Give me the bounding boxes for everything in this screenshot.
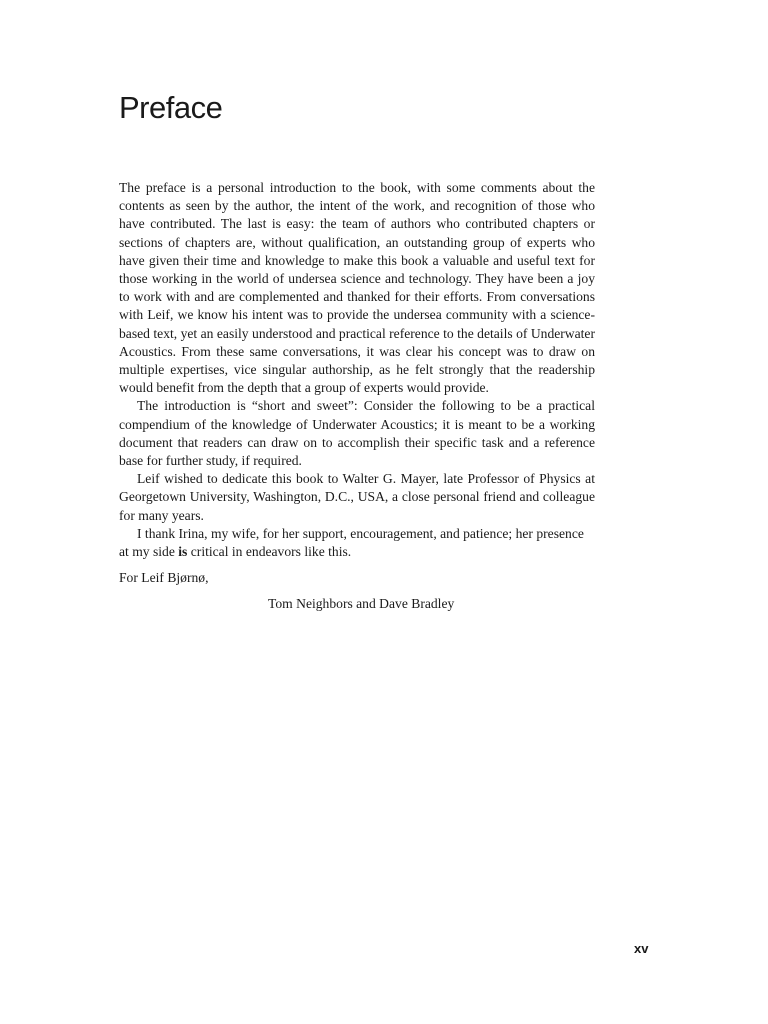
paragraph-4-emphasis: is [178, 544, 188, 560]
signature: Tom Neighbors and Dave Bradley [268, 596, 455, 612]
preface-body [119, 179, 595, 614]
paragraph-4-start: I thank Irina, my wife, for her support, encouragement, and patience; her presence at my side [119, 525, 584, 560]
paragraph-3: Leif wished to dedicate this book to Walter G. Mayer, late Professor of Physics at Georgetown University, Washington, D.C., USA, a close personal friend and colleague for many years. [119, 471, 595, 523]
paragraph-2: The introduction is “short and sweet”: Consider the following to be a practical compendium of the knowledge of Underwater Acoustics; it is meant to be a working document that readers can draw on to accomplish their specific task and a reference base for further study, if required. [119, 398, 595, 469]
page-number: xv [634, 941, 649, 956]
page-title: Preface [119, 90, 223, 125]
paragraph-4 [119, 525, 595, 561]
paragraph-4-end: critical in endeavors like this. [187, 544, 352, 560]
paragraph-1: The preface is a personal introduction to the book, with some comments about the contents as seen by the author, the intent of the work, and recognition of those who have contributed. The last is easy: the team of authors who contributed chapters or sections of chapters are, without qualification, an outstanding group of experts who have given their time and knowledge to make this book a valuable and useful text for those working in the world of undersea science and technology. They have been a joy to work with and are complemented and thanked for their efforts. From conversations with Leif, we know his intent was to provide the undersea community with a science-based text, yet an easily understood and practical reference to the details of Underwater Acoustics. From these same conversations, it was clear his concept was to draw on multiple expertises, vice singular authorship, as he felt strongly that the readership would benefit from the depth that a group of experts would provide. [119, 180, 595, 396]
salutation: For Leif Bjørnø, [119, 570, 209, 586]
